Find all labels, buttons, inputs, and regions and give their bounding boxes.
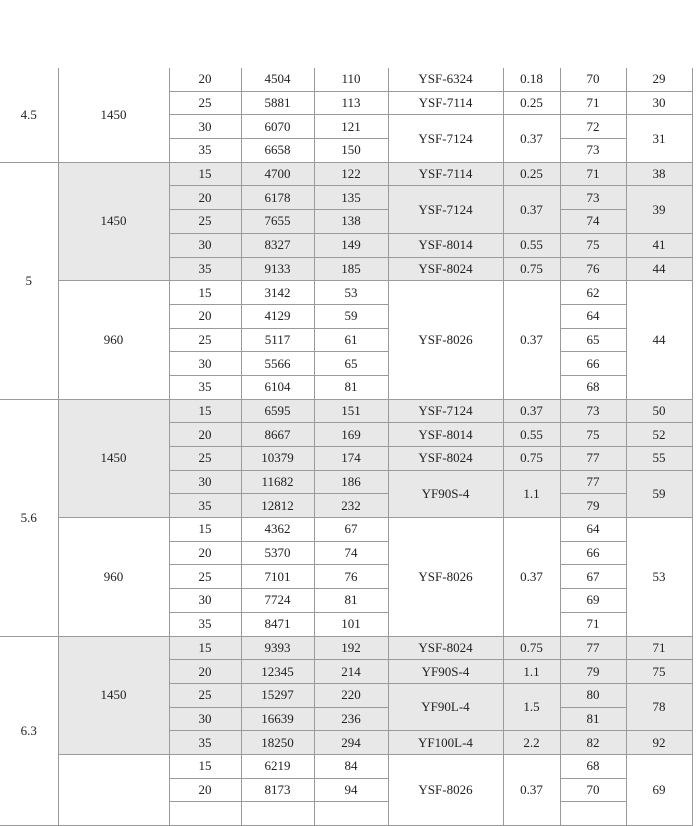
power-cell: 2.2	[503, 731, 560, 755]
noise-cell	[560, 802, 626, 826]
table-row	[0, 636, 692, 660]
motor-model-cell: YF90S-4	[388, 660, 503, 684]
motor-model-cell: YSF-8014	[388, 233, 503, 257]
air-volume-cell: 5117	[241, 328, 314, 352]
pressure-cell: 138	[314, 210, 388, 234]
noise-cell: 73	[560, 186, 626, 210]
speed-cell: 1450	[58, 162, 169, 280]
air-volume-cell: 8667	[241, 423, 314, 447]
motor-model-cell: YSF-7124	[388, 399, 503, 423]
pressure-cell: 149	[314, 233, 388, 257]
noise-cell: 77	[560, 447, 626, 471]
power-cell: 0.37	[503, 399, 560, 423]
temperature-cell: 25	[169, 447, 241, 471]
weight-cell: 53	[626, 518, 692, 636]
air-volume-cell: 6658	[241, 139, 314, 163]
weight-cell: 59	[626, 470, 692, 517]
temperature-cell: 20	[169, 660, 241, 684]
air-volume-cell: 11682	[241, 470, 314, 494]
air-volume-cell: 6178	[241, 186, 314, 210]
weight-cell: 55	[626, 447, 692, 471]
noise-cell: 64	[560, 304, 626, 328]
air-volume-cell: 5881	[241, 91, 314, 115]
temperature-cell: 20	[169, 304, 241, 328]
noise-cell: 75	[560, 233, 626, 257]
speed-cell: 1450	[58, 399, 169, 517]
noise-cell: 80	[560, 683, 626, 707]
air-volume-cell: 6104	[241, 375, 314, 399]
air-volume-cell: 18250	[241, 731, 314, 755]
temperature-cell: 20	[169, 423, 241, 447]
temperature-cell: 15	[169, 636, 241, 660]
air-volume-cell: 8173	[241, 778, 314, 802]
temperature-cell: 20	[169, 778, 241, 802]
temperature-cell: 15	[169, 754, 241, 778]
temperature-cell: 30	[169, 470, 241, 494]
temperature-cell: 15	[169, 281, 241, 305]
fan-spec-table	[0, 68, 693, 826]
pressure-cell: 81	[314, 375, 388, 399]
noise-cell: 75	[560, 423, 626, 447]
pressure-cell	[314, 802, 388, 826]
pressure-cell: 94	[314, 778, 388, 802]
pressure-cell: 121	[314, 115, 388, 139]
air-volume-cell: 5566	[241, 352, 314, 376]
air-volume-cell: 4129	[241, 304, 314, 328]
noise-cell: 81	[560, 707, 626, 731]
noise-cell: 77	[560, 636, 626, 660]
temperature-cell: 15	[169, 399, 241, 423]
air-volume-cell: 8327	[241, 233, 314, 257]
weight-cell: 44	[626, 281, 692, 399]
noise-cell: 82	[560, 731, 626, 755]
pressure-cell: 61	[314, 328, 388, 352]
temperature-cell: 30	[169, 233, 241, 257]
noise-cell: 74	[560, 210, 626, 234]
air-volume-cell: 6595	[241, 399, 314, 423]
speed-cell	[58, 754, 169, 825]
noise-cell: 73	[560, 399, 626, 423]
table-row	[0, 281, 692, 305]
temperature-cell: 25	[169, 565, 241, 589]
air-volume-cell: 12345	[241, 660, 314, 684]
pressure-cell: 151	[314, 399, 388, 423]
noise-cell: 64	[560, 518, 626, 542]
pressure-cell: 185	[314, 257, 388, 281]
weight-cell: 44	[626, 257, 692, 281]
temperature-cell	[169, 802, 241, 826]
temperature-cell: 30	[169, 589, 241, 613]
motor-model-cell: YSF-8024	[388, 447, 503, 471]
diameter-cell: 5	[0, 162, 58, 399]
speed-cell: 1450	[58, 68, 169, 162]
noise-cell: 79	[560, 660, 626, 684]
air-volume-cell: 7101	[241, 565, 314, 589]
air-volume-cell: 12812	[241, 494, 314, 518]
noise-cell: 79	[560, 494, 626, 518]
pressure-cell: 81	[314, 589, 388, 613]
weight-cell: 39	[626, 186, 692, 233]
motor-model-cell: YSF-8026	[388, 754, 503, 825]
noise-cell: 68	[560, 375, 626, 399]
diameter-cell: 4.5	[0, 68, 58, 162]
table-row	[0, 399, 692, 423]
noise-cell: 71	[560, 612, 626, 636]
temperature-cell: 25	[169, 683, 241, 707]
power-cell: 0.75	[503, 447, 560, 471]
noise-cell: 65	[560, 328, 626, 352]
power-cell: 1.1	[503, 470, 560, 517]
pressure-cell: 67	[314, 518, 388, 542]
air-volume-cell	[241, 802, 314, 826]
motor-model-cell: YSF-7114	[388, 162, 503, 186]
air-volume-cell: 4362	[241, 518, 314, 542]
table-body	[0, 68, 692, 826]
weight-cell: 50	[626, 399, 692, 423]
temperature-cell: 35	[169, 139, 241, 163]
noise-cell: 67	[560, 565, 626, 589]
temperature-cell: 20	[169, 541, 241, 565]
weight-cell: 92	[626, 731, 692, 755]
pressure-cell: 110	[314, 68, 388, 91]
noise-cell: 62	[560, 281, 626, 305]
power-cell: 0.75	[503, 257, 560, 281]
air-volume-cell: 6070	[241, 115, 314, 139]
weight-cell: 29	[626, 68, 692, 91]
temperature-cell: 25	[169, 91, 241, 115]
weight-cell: 69	[626, 754, 692, 825]
temperature-cell: 35	[169, 375, 241, 399]
noise-cell: 70	[560, 68, 626, 91]
power-cell: 0.25	[503, 91, 560, 115]
pressure-cell: 236	[314, 707, 388, 731]
air-volume-cell: 9393	[241, 636, 314, 660]
air-volume-cell: 5370	[241, 541, 314, 565]
pressure-cell: 65	[314, 352, 388, 376]
temperature-cell: 25	[169, 328, 241, 352]
air-volume-cell: 6219	[241, 754, 314, 778]
pressure-cell: 186	[314, 470, 388, 494]
diameter-cell: 6.3	[0, 636, 58, 826]
speed-cell: 1450	[58, 636, 169, 754]
pressure-cell: 59	[314, 304, 388, 328]
air-volume-cell: 16639	[241, 707, 314, 731]
pressure-cell: 53	[314, 281, 388, 305]
power-cell: 0.37	[503, 754, 560, 825]
power-cell: 0.18	[503, 68, 560, 91]
power-cell: 0.37	[503, 281, 560, 399]
power-cell: 0.75	[503, 636, 560, 660]
pressure-cell: 135	[314, 186, 388, 210]
air-volume-cell: 4504	[241, 68, 314, 91]
pressure-cell: 214	[314, 660, 388, 684]
pressure-cell: 169	[314, 423, 388, 447]
power-cell: 0.55	[503, 423, 560, 447]
power-cell: 0.55	[503, 233, 560, 257]
motor-model-cell: YSF-8026	[388, 518, 503, 636]
pressure-cell: 122	[314, 162, 388, 186]
temperature-cell: 30	[169, 352, 241, 376]
pressure-cell: 76	[314, 565, 388, 589]
weight-cell: 30	[626, 91, 692, 115]
motor-model-cell: YSF-8026	[388, 281, 503, 399]
noise-cell: 76	[560, 257, 626, 281]
weight-cell: 78	[626, 683, 692, 730]
pressure-cell: 192	[314, 636, 388, 660]
weight-cell: 52	[626, 423, 692, 447]
noise-cell: 72	[560, 115, 626, 139]
motor-model-cell: YF100L-4	[388, 731, 503, 755]
air-volume-cell: 7724	[241, 589, 314, 613]
pressure-cell: 74	[314, 541, 388, 565]
temperature-cell: 30	[169, 707, 241, 731]
pressure-cell: 150	[314, 139, 388, 163]
motor-model-cell: YSF-8024	[388, 257, 503, 281]
air-volume-cell: 10379	[241, 447, 314, 471]
weight-cell: 75	[626, 660, 692, 684]
noise-cell: 66	[560, 541, 626, 565]
temperature-cell: 30	[169, 115, 241, 139]
air-volume-cell: 4700	[241, 162, 314, 186]
power-cell: 0.37	[503, 186, 560, 233]
pressure-cell: 84	[314, 754, 388, 778]
air-volume-cell: 7655	[241, 210, 314, 234]
motor-model-cell: YF90S-4	[388, 470, 503, 517]
motor-model-cell: YSF-7124	[388, 186, 503, 233]
motor-model-cell: YSF-8024	[388, 636, 503, 660]
power-cell: 0.25	[503, 162, 560, 186]
pressure-cell: 220	[314, 683, 388, 707]
noise-cell: 71	[560, 91, 626, 115]
air-volume-cell: 3142	[241, 281, 314, 305]
power-cell: 1.1	[503, 660, 560, 684]
air-volume-cell: 15297	[241, 683, 314, 707]
motor-model-cell: YSF-8014	[388, 423, 503, 447]
weight-cell: 38	[626, 162, 692, 186]
power-cell: 1.5	[503, 683, 560, 730]
temperature-cell: 20	[169, 68, 241, 91]
temperature-cell: 15	[169, 162, 241, 186]
temperature-cell: 35	[169, 612, 241, 636]
motor-model-cell: YSF-7124	[388, 115, 503, 162]
pressure-cell: 113	[314, 91, 388, 115]
weight-cell: 71	[626, 636, 692, 660]
temperature-cell: 35	[169, 731, 241, 755]
noise-cell: 71	[560, 162, 626, 186]
temperature-cell: 25	[169, 210, 241, 234]
speed-cell: 960	[58, 518, 169, 636]
temperature-cell: 35	[169, 257, 241, 281]
power-cell: 0.37	[503, 518, 560, 636]
weight-cell: 41	[626, 233, 692, 257]
air-volume-cell: 8471	[241, 612, 314, 636]
noise-cell: 68	[560, 754, 626, 778]
table-row	[0, 518, 692, 542]
pressure-cell: 101	[314, 612, 388, 636]
noise-cell: 73	[560, 139, 626, 163]
diameter-cell: 5.6	[0, 399, 58, 636]
noise-cell: 77	[560, 470, 626, 494]
motor-model-cell: YSF-7114	[388, 91, 503, 115]
weight-cell: 31	[626, 115, 692, 162]
table-row	[0, 68, 692, 91]
speed-cell: 960	[58, 281, 169, 399]
pressure-cell: 294	[314, 731, 388, 755]
noise-cell: 66	[560, 352, 626, 376]
power-cell: 0.37	[503, 115, 560, 162]
table-row	[0, 754, 692, 778]
table-wrapper	[0, 68, 692, 826]
noise-cell: 70	[560, 778, 626, 802]
noise-cell: 69	[560, 589, 626, 613]
temperature-cell: 15	[169, 518, 241, 542]
pressure-cell: 232	[314, 494, 388, 518]
air-volume-cell: 9133	[241, 257, 314, 281]
motor-model-cell: YF90L-4	[388, 683, 503, 730]
pressure-cell: 174	[314, 447, 388, 471]
temperature-cell: 20	[169, 186, 241, 210]
motor-model-cell: YSF-6324	[388, 68, 503, 91]
temperature-cell: 35	[169, 494, 241, 518]
table-row	[0, 162, 692, 186]
